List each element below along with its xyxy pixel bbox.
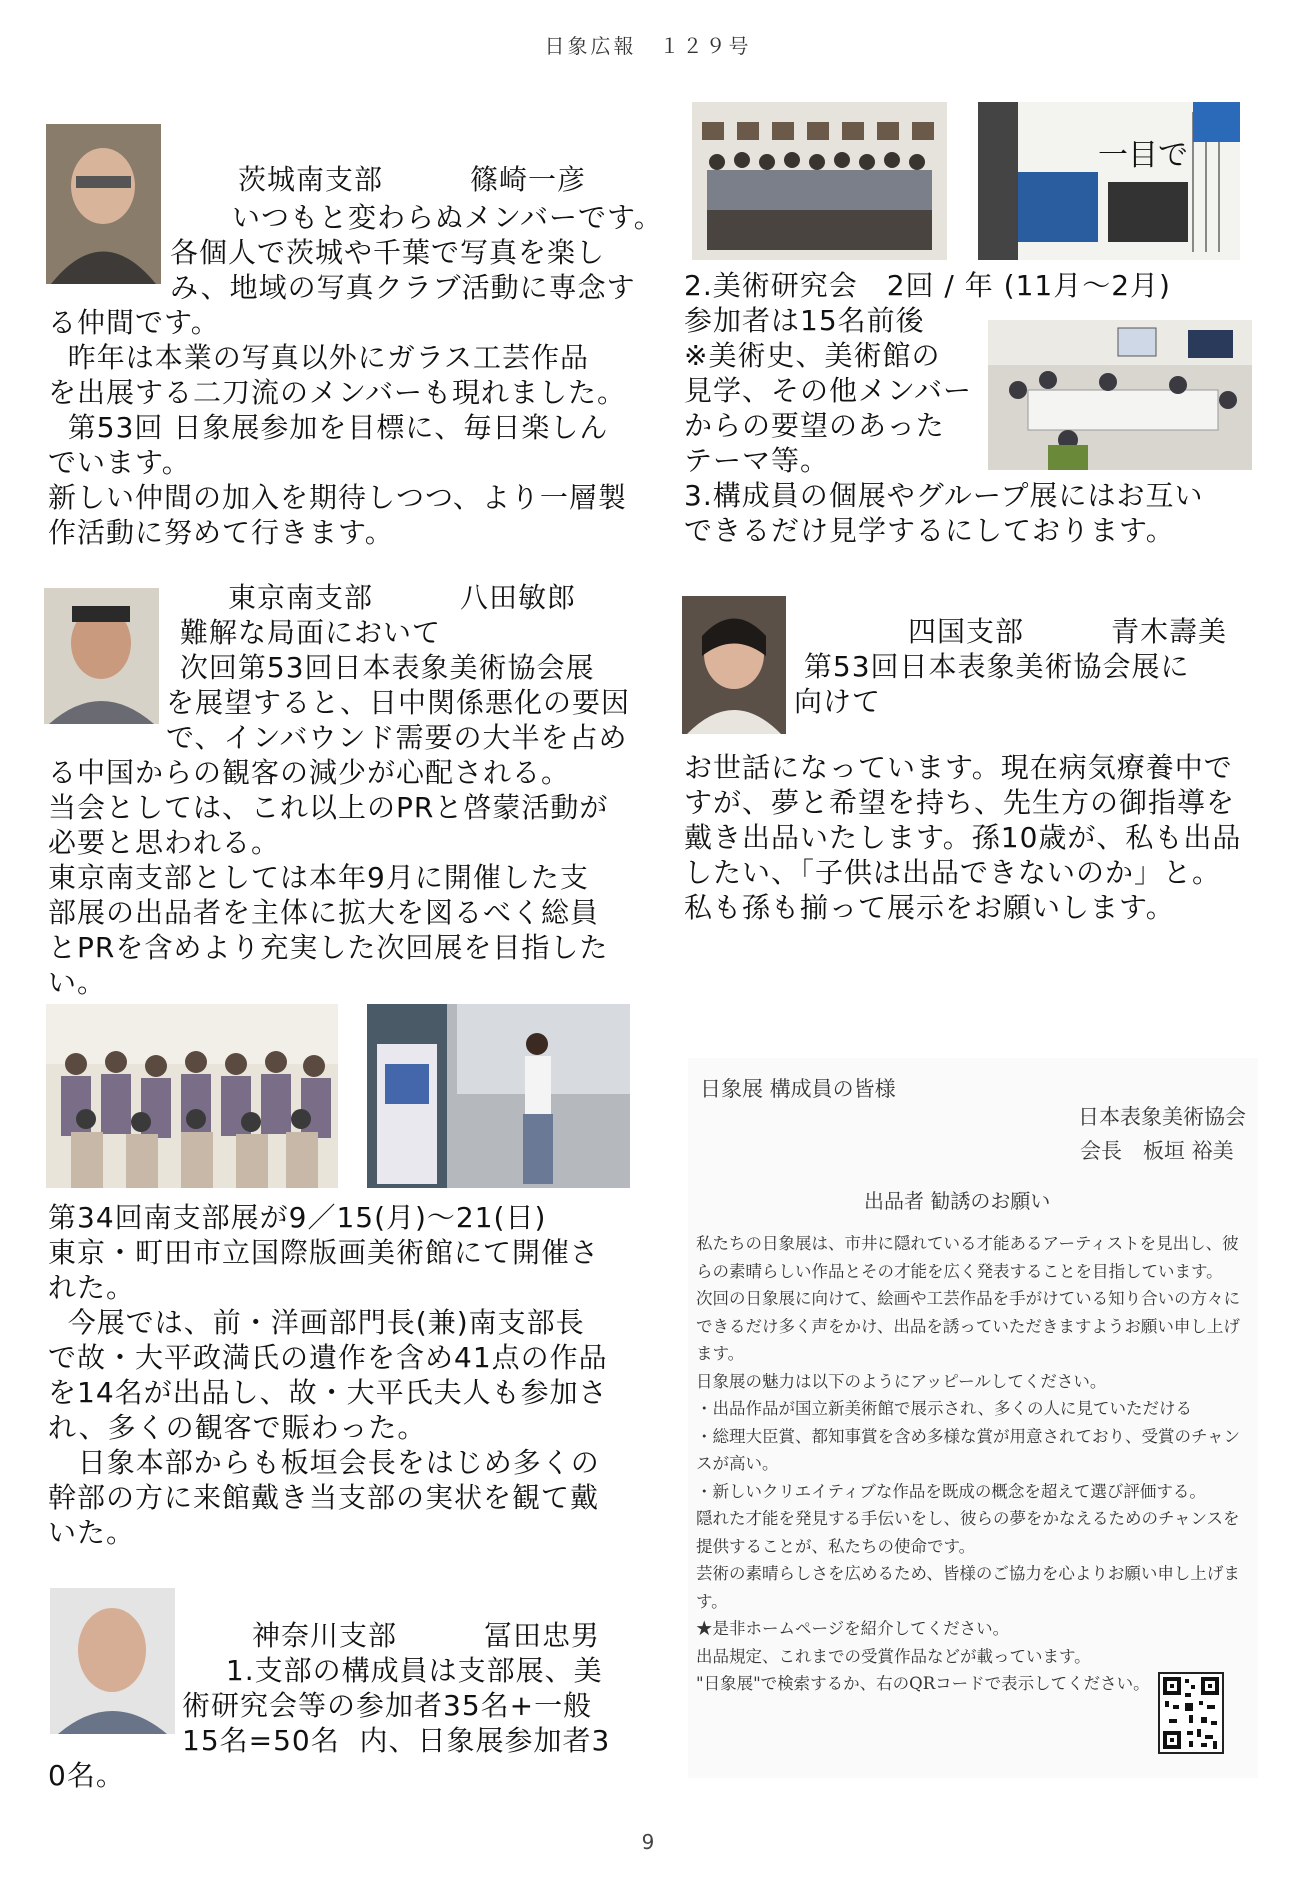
shikoku-body-line: すが、夢と希望を持ち、先生方の御指導を bbox=[684, 786, 1236, 819]
newsletter-header: 日象広報 １２９号 bbox=[544, 34, 752, 58]
research-line: 参加者は15名前後 bbox=[684, 304, 925, 337]
notice-to: 日象展 構成員の皆様 bbox=[700, 1077, 896, 1101]
notice-line: ★是非ホームページを紹介してください。 bbox=[696, 1619, 1010, 1638]
ibaraki-line: 新しい仲間の加入を期待しつつ、より一層製 bbox=[48, 481, 627, 514]
shikoku-body-line: 私も孫も揃って展示をお願いします。 bbox=[684, 891, 1175, 924]
meeting-room-photo bbox=[988, 320, 1252, 470]
notice-line: 私たちの日象展は、市井に隠れている才能あるアーティストを見出し、彼 bbox=[696, 1234, 1239, 1253]
tokyo-exhibit-line: れた。 bbox=[48, 1271, 136, 1304]
notice-line: ・出品作品が国立新美術館で展示され、多くの人に見ていただける bbox=[696, 1399, 1192, 1418]
notice-line: ます。 bbox=[696, 1344, 745, 1363]
notice-line: ・総理大臣賞、都知事賞を含め多様な賞が用意されており、受賞のチャン bbox=[696, 1426, 1241, 1446]
notice-line: できるだけ多く声をかけ、出品を誘っていただきますようお願い申し上げ bbox=[696, 1316, 1240, 1336]
ibaraki-line: いつもと変わらぬメンバーです。 bbox=[203, 201, 663, 234]
research-line: ※美術史、美術館の bbox=[684, 339, 941, 372]
shikoku-body bbox=[684, 750, 1241, 925]
research-line: からの要望のあった bbox=[684, 409, 945, 442]
notice-org: 日本表象美術協会 bbox=[1078, 1105, 1246, 1129]
ibaraki-line: 各個人で茨城や千葉で写真を楽し bbox=[170, 236, 606, 269]
research-line: 3.構成員の個展やグループ展にはお互い bbox=[684, 479, 1204, 512]
tokyo-line: を展望すると、日中関係悪化の要因 bbox=[166, 686, 631, 719]
kanagawa-group-photo bbox=[692, 102, 947, 260]
tokyo-line: い。 bbox=[48, 966, 107, 999]
notice-line: らの素晴らしい作品とその才能を広く発表することを目指しています。 bbox=[696, 1261, 1223, 1281]
tokyo-line: 次回第53回日本表象美術協会展 bbox=[170, 651, 595, 684]
gallery-photo-exhibition bbox=[367, 1004, 630, 1188]
research-line: できるだけ見学するにしております。 bbox=[684, 514, 1175, 547]
notice-line: 日象展の魅力は以下のようにアッピールしてください。 bbox=[696, 1371, 1107, 1391]
qr-code-icon[interactable] bbox=[1158, 1672, 1224, 1754]
research-line: 2.美術研究会 2回 / 年 (11月～2月) bbox=[684, 269, 1171, 302]
portrait-aoki bbox=[682, 596, 786, 734]
notice-line: スが高い。 bbox=[696, 1454, 779, 1473]
kanagawa-body bbox=[48, 1653, 610, 1793]
ibaraki-line: 昨年は本業の写真以外にガラス工芸作品 bbox=[48, 341, 589, 374]
ibaraki-body bbox=[48, 200, 663, 550]
notice-line: 芸術の素晴らしさを広めるため、皆様のご協力を心よりお願い申し上げま bbox=[696, 1564, 1240, 1583]
shikoku-body-line: お世話になっています。現在病気療養中で bbox=[684, 751, 1233, 784]
notice-line: 隠れた才能を発見する手伝いをし、彼らの夢をかなえるためのチャンスを bbox=[696, 1509, 1240, 1528]
notice-line: ・新しいクリエイティブな作品を既成の概念を超えて選び評価する。 bbox=[696, 1481, 1206, 1501]
tokyo-line: 東京南支部としては本年9月に開催した支 bbox=[48, 861, 589, 894]
ibaraki-line: 作活動に努めて行きます。 bbox=[48, 516, 394, 549]
tokyo-exhibit-line: で故・大平政満氏の遺作を含め41点の作品 bbox=[48, 1341, 608, 1374]
notice-line: 提供することが、私たちの使命です。 bbox=[696, 1536, 976, 1556]
kanagawa-line: 15名=50名 内、日象展参加者3 bbox=[182, 1724, 611, 1757]
tokyo-exhibit-line: 日象本部からも板垣会長をはじめ多くの bbox=[48, 1446, 600, 1479]
research-line: 見学、その他メンバー bbox=[684, 374, 973, 407]
shikoku-body-line: したい、「子供は出品できないのか」と。 bbox=[684, 856, 1222, 889]
ibaraki-line: でいます。 bbox=[48, 446, 191, 479]
tokyo-exhibit-line: 東京・町田市立国際版画美術館にて開催さ bbox=[48, 1236, 600, 1269]
notice-line: 次回の日象展に向けて、絵画や工芸作品を手がけている知り合いの方々に bbox=[696, 1289, 1241, 1308]
tokyo-line: 当会としては、これ以上のPRと啓蒙活動が bbox=[48, 791, 609, 824]
kanagawa-title: 神奈川支部 冨田忠男 bbox=[252, 1619, 601, 1652]
tokyo-exhibit-line: れ、多くの観客で賑わった。 bbox=[48, 1411, 427, 1444]
tokyo-exhibit-line: を14名が出品し、故・大平氏夫人も参加さ bbox=[48, 1376, 608, 1409]
notice-body bbox=[696, 1230, 1240, 1698]
kanagawa-line: 術研究会等の参加者35名+一般 bbox=[182, 1689, 593, 1722]
notice-subject: 出品者 勧誘のお願い bbox=[864, 1189, 1051, 1213]
tokyo-exhibit-line: 第34回南支部展が9／15(月)～21(日) bbox=[48, 1201, 547, 1234]
tokyo-line: 難解な局面において bbox=[180, 616, 442, 649]
shikoku-title: 四国支部 青木壽美 bbox=[908, 615, 1228, 648]
notice-line: "日象展"で検索するか、右のQRコードで表示してください。 bbox=[696, 1674, 1150, 1693]
ibaraki-line: を出展する二刀流のメンバーも現れました。 bbox=[48, 376, 627, 409]
tokyo-line: 必要と思われる。 bbox=[48, 826, 281, 859]
ibaraki-title: 茨城南支部 篠崎一彦 bbox=[238, 163, 587, 196]
tokyo-exhibit-line: 今展では、前・洋画部門長(兼)南支部長 bbox=[48, 1306, 585, 1339]
tokyo-exhibit-line: いた。 bbox=[48, 1516, 136, 1549]
page-number: 9 bbox=[641, 1830, 655, 1854]
tokyo-exhibit-body bbox=[48, 1200, 608, 1550]
tokyo-title: 東京南支部 八田敏郎 bbox=[228, 581, 577, 614]
shikoku-body-line: 戴き出品いたします。孫10歳が、私も出品 bbox=[684, 821, 1242, 854]
ibaraki-line: る仲間です。 bbox=[48, 306, 220, 339]
tokyo-line: る中国からの観客の減少が心配される。 bbox=[48, 756, 571, 789]
newspaper-headline: 一目で bbox=[1098, 138, 1188, 173]
tokyo-line: 部展の出品者を主体に拡大を図るべく総員 bbox=[48, 896, 600, 929]
recruitment-notice bbox=[688, 1058, 1258, 1778]
group-photo-exhibition bbox=[46, 1004, 338, 1188]
tokyo-line: とPRを含めより充実した次回展を目指した bbox=[48, 931, 609, 964]
shikoku-line: 向けて bbox=[794, 685, 882, 718]
shikoku-line: 第53回日本表象美術協会展に bbox=[794, 650, 1190, 683]
notice-line: す。 bbox=[696, 1591, 728, 1611]
notice-line: 出品規定、これまでの受賞作品などが載っています。 bbox=[696, 1646, 1091, 1666]
ibaraki-line: み、地域の写真クラブ活動に専念す bbox=[170, 271, 636, 304]
notice-president: 会長 板垣 裕美 bbox=[1080, 1139, 1234, 1163]
tokyo-exhibit-line: 幹部の方に来館戴き当支部の実状を観て戴 bbox=[48, 1481, 600, 1514]
newspaper-clipping bbox=[978, 102, 1240, 260]
tokyo-line: で、インバウンド需要の大半を占め bbox=[166, 721, 628, 754]
ibaraki-line: 第53回 日象展参加を目標に、毎日楽しん bbox=[48, 411, 609, 444]
tokyo-body bbox=[48, 615, 630, 1000]
research-line: テーマ等。 bbox=[684, 444, 830, 477]
kanagawa-line: 1.支部の構成員は支部展、美 bbox=[216, 1654, 603, 1687]
shikoku-heading bbox=[794, 649, 1190, 719]
kanagawa-line: 0名。 bbox=[48, 1759, 125, 1792]
